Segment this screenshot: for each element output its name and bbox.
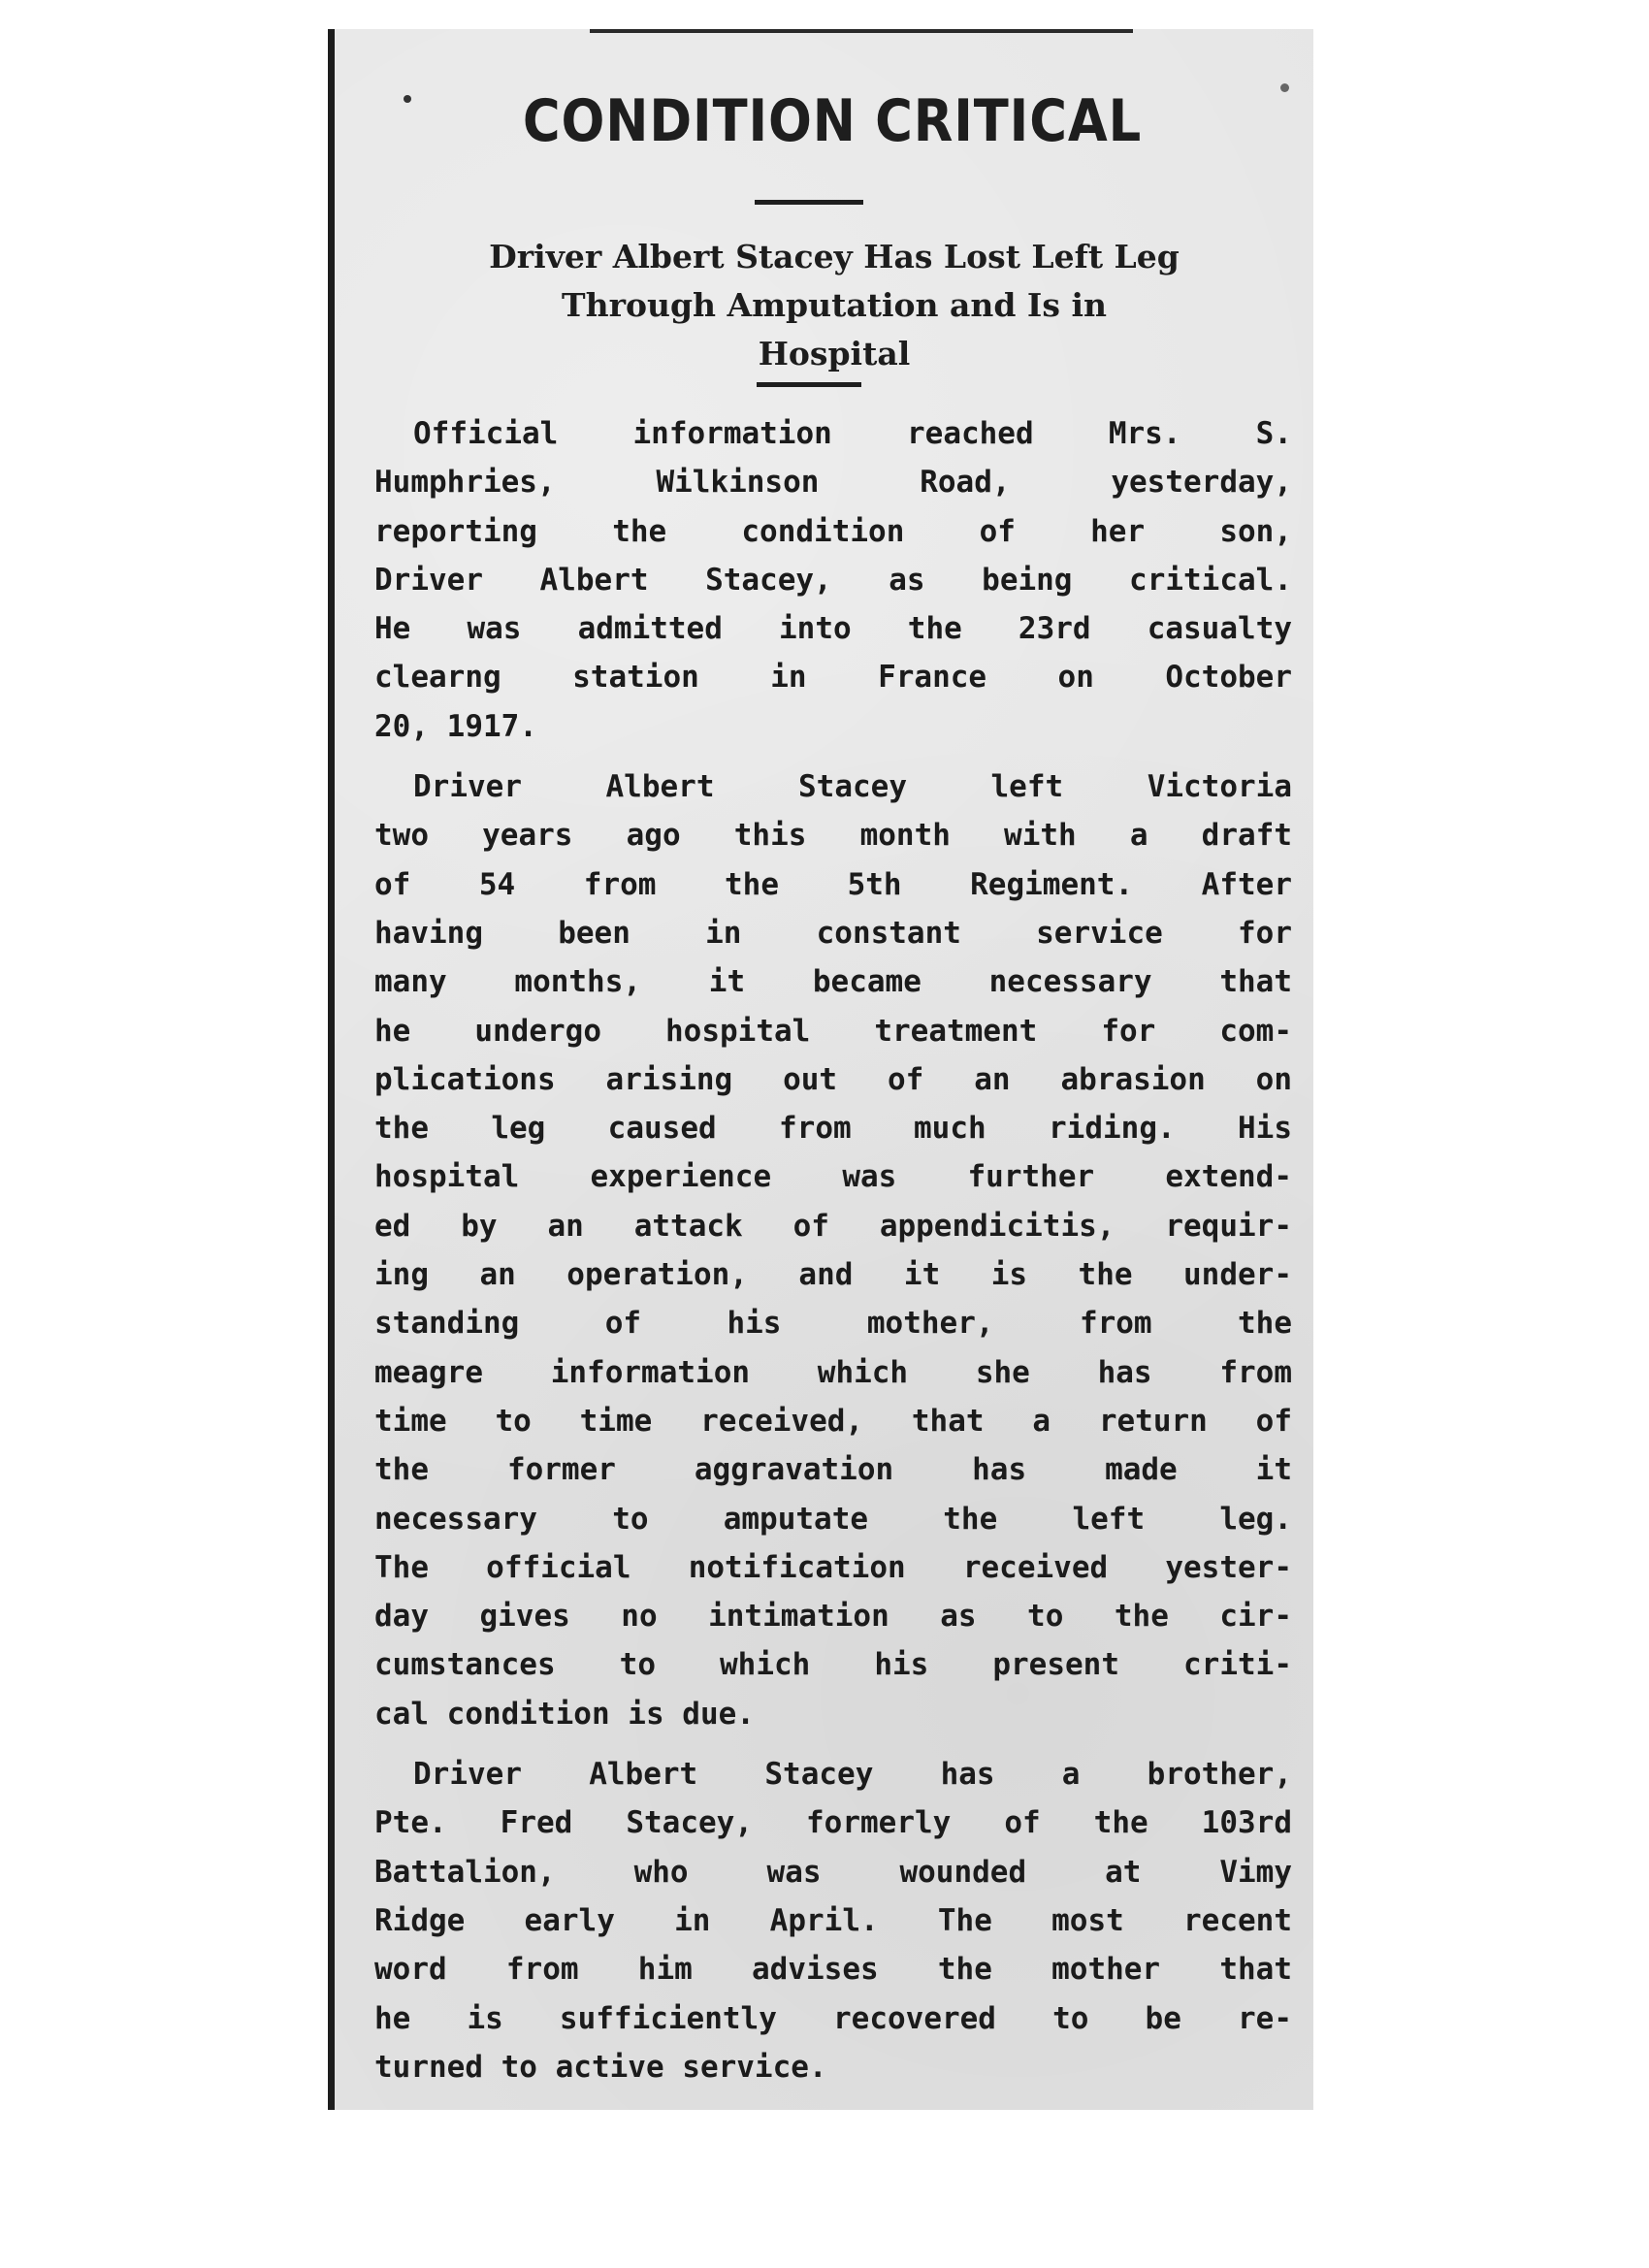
article-line: Pte. Fred Stacey, formerly of the 103rd: [374, 1805, 1292, 1841]
article-line: Battalion, who was wounded at Vimy: [374, 1854, 1292, 1890]
article-line: Humphries, Wilkinson Road, yesterday,: [374, 465, 1292, 501]
article-line: many months, it became necessary that: [374, 964, 1292, 1000]
article-line: the former aggravation has made it: [374, 1452, 1292, 1488]
subheadline: [378, 233, 1290, 378]
article-line: clearng station in France on October: [374, 660, 1292, 696]
ink-speck: [1280, 83, 1289, 92]
article-line: standing of his mother, from the: [374, 1306, 1292, 1342]
article-line: plications arising out of an abrasion on: [374, 1061, 1292, 1097]
column-rule-top: [590, 29, 1133, 33]
subheadline-line: Driver Albert Stacey Has Lost Left Leg: [489, 238, 1180, 275]
article-line: the leg caused from much riding. His: [374, 1111, 1292, 1147]
article-line: cal condition is due.: [374, 1696, 755, 1732]
article-line: he is sufficiently recovered to be re-: [374, 2000, 1292, 2036]
article-line: 20, 1917.: [374, 708, 537, 744]
article-line: turned to active service.: [374, 2049, 827, 2085]
article-line: Official information reached Mrs. S.: [413, 416, 1292, 451]
article-line: reporting the condition of her son,: [374, 513, 1292, 549]
article-line: two years ago this month with a draft: [374, 818, 1292, 854]
article-line: cumstances to which his present criti-: [374, 1647, 1292, 1683]
subheadline-line: Hospital: [758, 335, 911, 373]
newspaper-clipping: [328, 29, 1313, 2110]
article-line: day gives no intimation as to the cir-: [374, 1599, 1292, 1635]
article-line: Ridge early in April. The most recent: [374, 1902, 1292, 1938]
article-line: he undergo hospital treatment for com-: [374, 1013, 1292, 1049]
article-body: [374, 409, 1292, 2103]
article-line: Driver Albert Stacey has a brother,: [413, 1757, 1292, 1793]
article-paragraph: [374, 1750, 1292, 2091]
article-paragraph: [374, 762, 1292, 1738]
ink-speck: [404, 95, 411, 103]
subheadline-divider: [757, 382, 861, 387]
article-line: Driver Albert Stacey left Victoria: [413, 769, 1292, 805]
article-line: ed by an attack of appendicitis, requir-: [374, 1208, 1292, 1244]
article-line: ing an operation, and it is the under-: [374, 1257, 1292, 1293]
article-line: hospital experience was further extend-: [374, 1159, 1292, 1195]
article-line: word from him advises the mother that: [374, 1952, 1292, 1988]
article-line: time to time received, that a return of: [374, 1403, 1292, 1439]
article-line: having been in constant service for: [374, 915, 1292, 951]
article-line: necessary to amputate the left leg.: [374, 1501, 1292, 1537]
headline: CONDITION CRITICAL: [522, 87, 1143, 155]
subheadline-line: Through Amputation and Is in: [562, 286, 1107, 324]
article-line: meagre information which she has from: [374, 1354, 1292, 1390]
article-paragraph: [374, 409, 1292, 751]
article-line: The official notification received yester-: [374, 1549, 1292, 1585]
article-line: of 54 from the 5th Regiment. After: [374, 866, 1292, 902]
article-line: Driver Albert Stacey, as being critical.: [374, 562, 1292, 598]
column-rule-left: [328, 29, 335, 2110]
headline-divider: [755, 200, 863, 205]
article-line: He was admitted into the 23rd casualty: [374, 611, 1292, 647]
